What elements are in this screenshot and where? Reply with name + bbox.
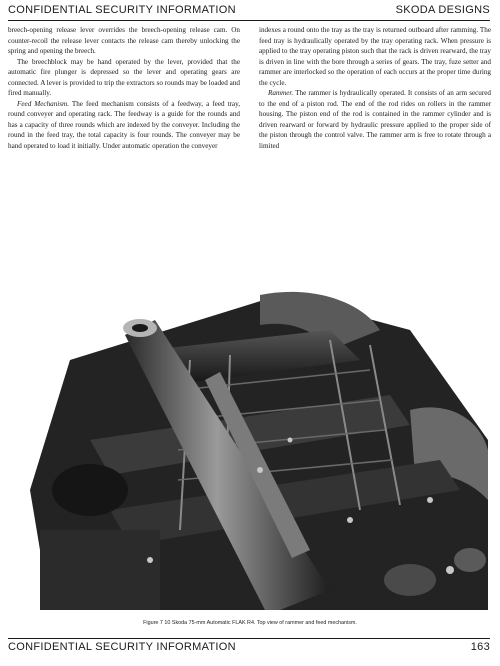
header-rule: [8, 20, 490, 21]
figure-caption: Figure 7 10 Skoda 75-mm Automatic FLAK R4. Top view of rammer and feed mechanism.: [143, 620, 357, 626]
paragraph-rammer: [259, 88, 491, 151]
section-heading-rammer: Rammer.: [268, 89, 294, 97]
page-number: 163: [470, 641, 490, 653]
text-column-left: [8, 25, 240, 151]
text-column-right: [259, 25, 491, 151]
header-section-title: SKODA DESIGNS: [395, 4, 490, 16]
paragraph-body: The feed mechanism consists of a feedway, a feed tray, round conveyer and operating rack. The feedway is a guide for the rounds and has a capacity of three rounds which are indexed by the conveyer. Including the round in the feed tray, the total capacity is four rounds. The conveyer may be hand operated to load it initially. Under automatic operation the conveyer: [8, 99, 240, 150]
page-header: [8, 4, 490, 20]
paragraph-body: The rammer is hydraulically operated. It consists of an arm secured to the end of a piston rod. The end of the rod rides on rollers in the rammer housing. The piston end of the rod is contained in the rammer cylinder and is driven rearward or forward by hydraulic pressure applied to the proper side of the piston through the control valve. The rammer arm is free to rotate through a limited: [259, 89, 491, 150]
section-heading-feed-mechanism: Feed Mechanism.: [17, 99, 69, 108]
paragraph-feed-mechanism: [8, 99, 240, 152]
figure-photo-rammer-feed-mechanism: [30, 290, 488, 610]
header-classification: CONFIDENTIAL SECURITY INFORMATION: [8, 4, 236, 16]
paragraph: indexes a round onto the tray as the tray is returned outboard after ramming. The feed tray is hydraulically operated by the tray operating rack. When pressure is applied to the tray operating piston such that the rack is driven rearward, the tray is driven in line with the bore through a series of gears. The tray, fuze setter and rammer are interlocked so the operation of each occurs at the proper time during the cycle.: [259, 26, 491, 87]
page-footer: [8, 641, 490, 657]
paragraph: The breechblock may be hand operated by the lever, provided that the automatic fire plunger is depressed so the lever and operating gears are connected. A lever is provided to trip the extractors so rounds may be loaded and fired manually.: [8, 57, 240, 97]
footer-classification: CONFIDENTIAL SECURITY INFORMATION: [8, 641, 236, 653]
footer-rule: [8, 638, 490, 639]
paragraph: breech-opening release lever overrides the breech-opening release cam. On counter-recoil the release lever contacts the release cam thereby unlocking the spring and opening the breech.: [8, 26, 240, 55]
